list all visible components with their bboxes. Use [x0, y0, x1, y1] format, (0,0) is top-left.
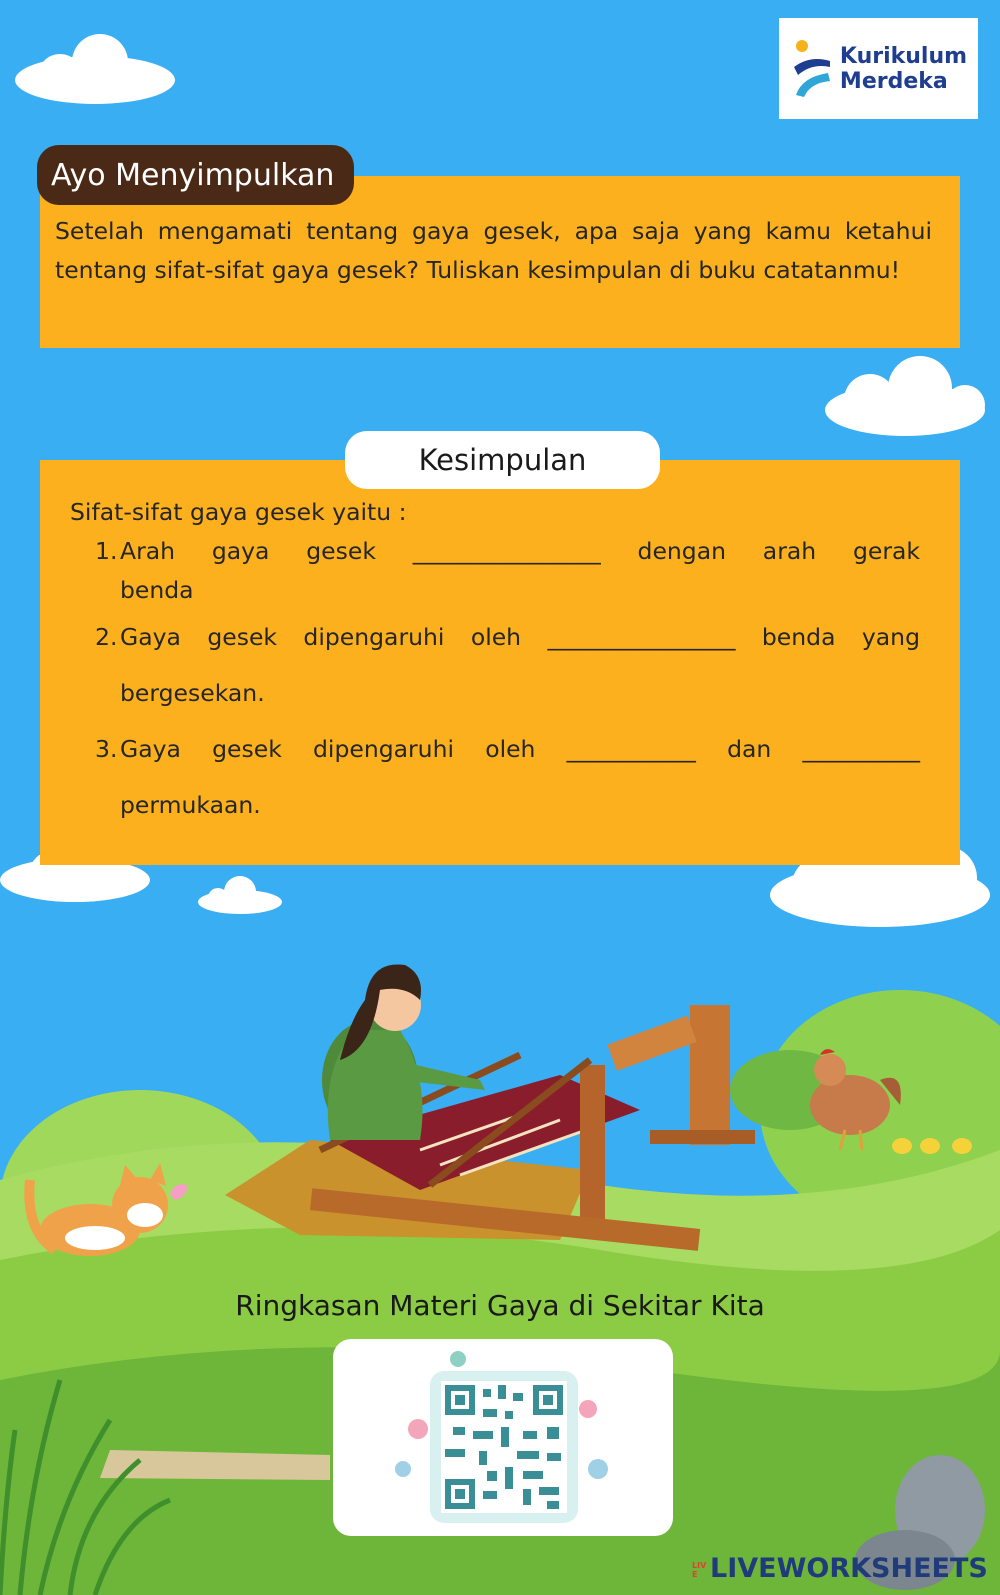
summary-prompt-text: Setelah mengamati tentang gaya gesek, apa saja yang kamu ketahui tentang sifat-sifat gaya gesek? Tuliskan kesimpulan di buku catatanmu! [55, 217, 932, 284]
liveworksheets-logo[interactable] [692, 1553, 988, 1584]
brand-line-2: Merdeka [839, 68, 948, 94]
item-text: Gaya gesek dipengaruhi oleh ________________ benda yang [120, 623, 920, 651]
item-text-cont: permukaan. [120, 791, 261, 819]
brand-line-1: Kurikulum [839, 43, 968, 69]
materials-caption: Ringkasan Materi Gaya di Sekitar Kita [235, 1289, 765, 1322]
conclusion-box [40, 460, 960, 865]
conclusion-intro: Sifat-sifat gaya gesek yaitu : [70, 498, 407, 526]
brand-mark-icon [790, 37, 834, 101]
item-text-cont: bergesekan. [120, 679, 265, 707]
qr-code-icon[interactable] [333, 1339, 673, 1536]
brand-wordmark [840, 44, 967, 94]
conclusion-item-3 [95, 735, 920, 763]
item-text: Gaya gesek dipengaruhi oleh ___________ dan __________ [120, 735, 920, 763]
summary-tab-label: Ayo Menyimpulkan [37, 145, 354, 205]
footer-brand-text: LIVEWORKSHEETS [710, 1553, 988, 1584]
item-text: Arah gaya gesek ________________ dengan arah gerak [120, 537, 920, 565]
item-number: 2. [95, 623, 118, 651]
cloud-icon [15, 34, 175, 104]
item-number: 3. [95, 735, 118, 763]
conclusion-title: Kesimpulan [345, 431, 660, 489]
qr-card[interactable] [333, 1339, 673, 1536]
conclusion-item-1 [95, 537, 920, 565]
cloud-icon [198, 876, 282, 914]
kurikulum-merdeka-logo [779, 18, 978, 119]
cloud-icon [825, 356, 985, 436]
conclusion-item-2 [95, 623, 920, 651]
item-number: 1. [95, 537, 118, 565]
live-badge-icon: LIVE [692, 1560, 707, 1579]
item-text-cont: benda [120, 576, 194, 604]
